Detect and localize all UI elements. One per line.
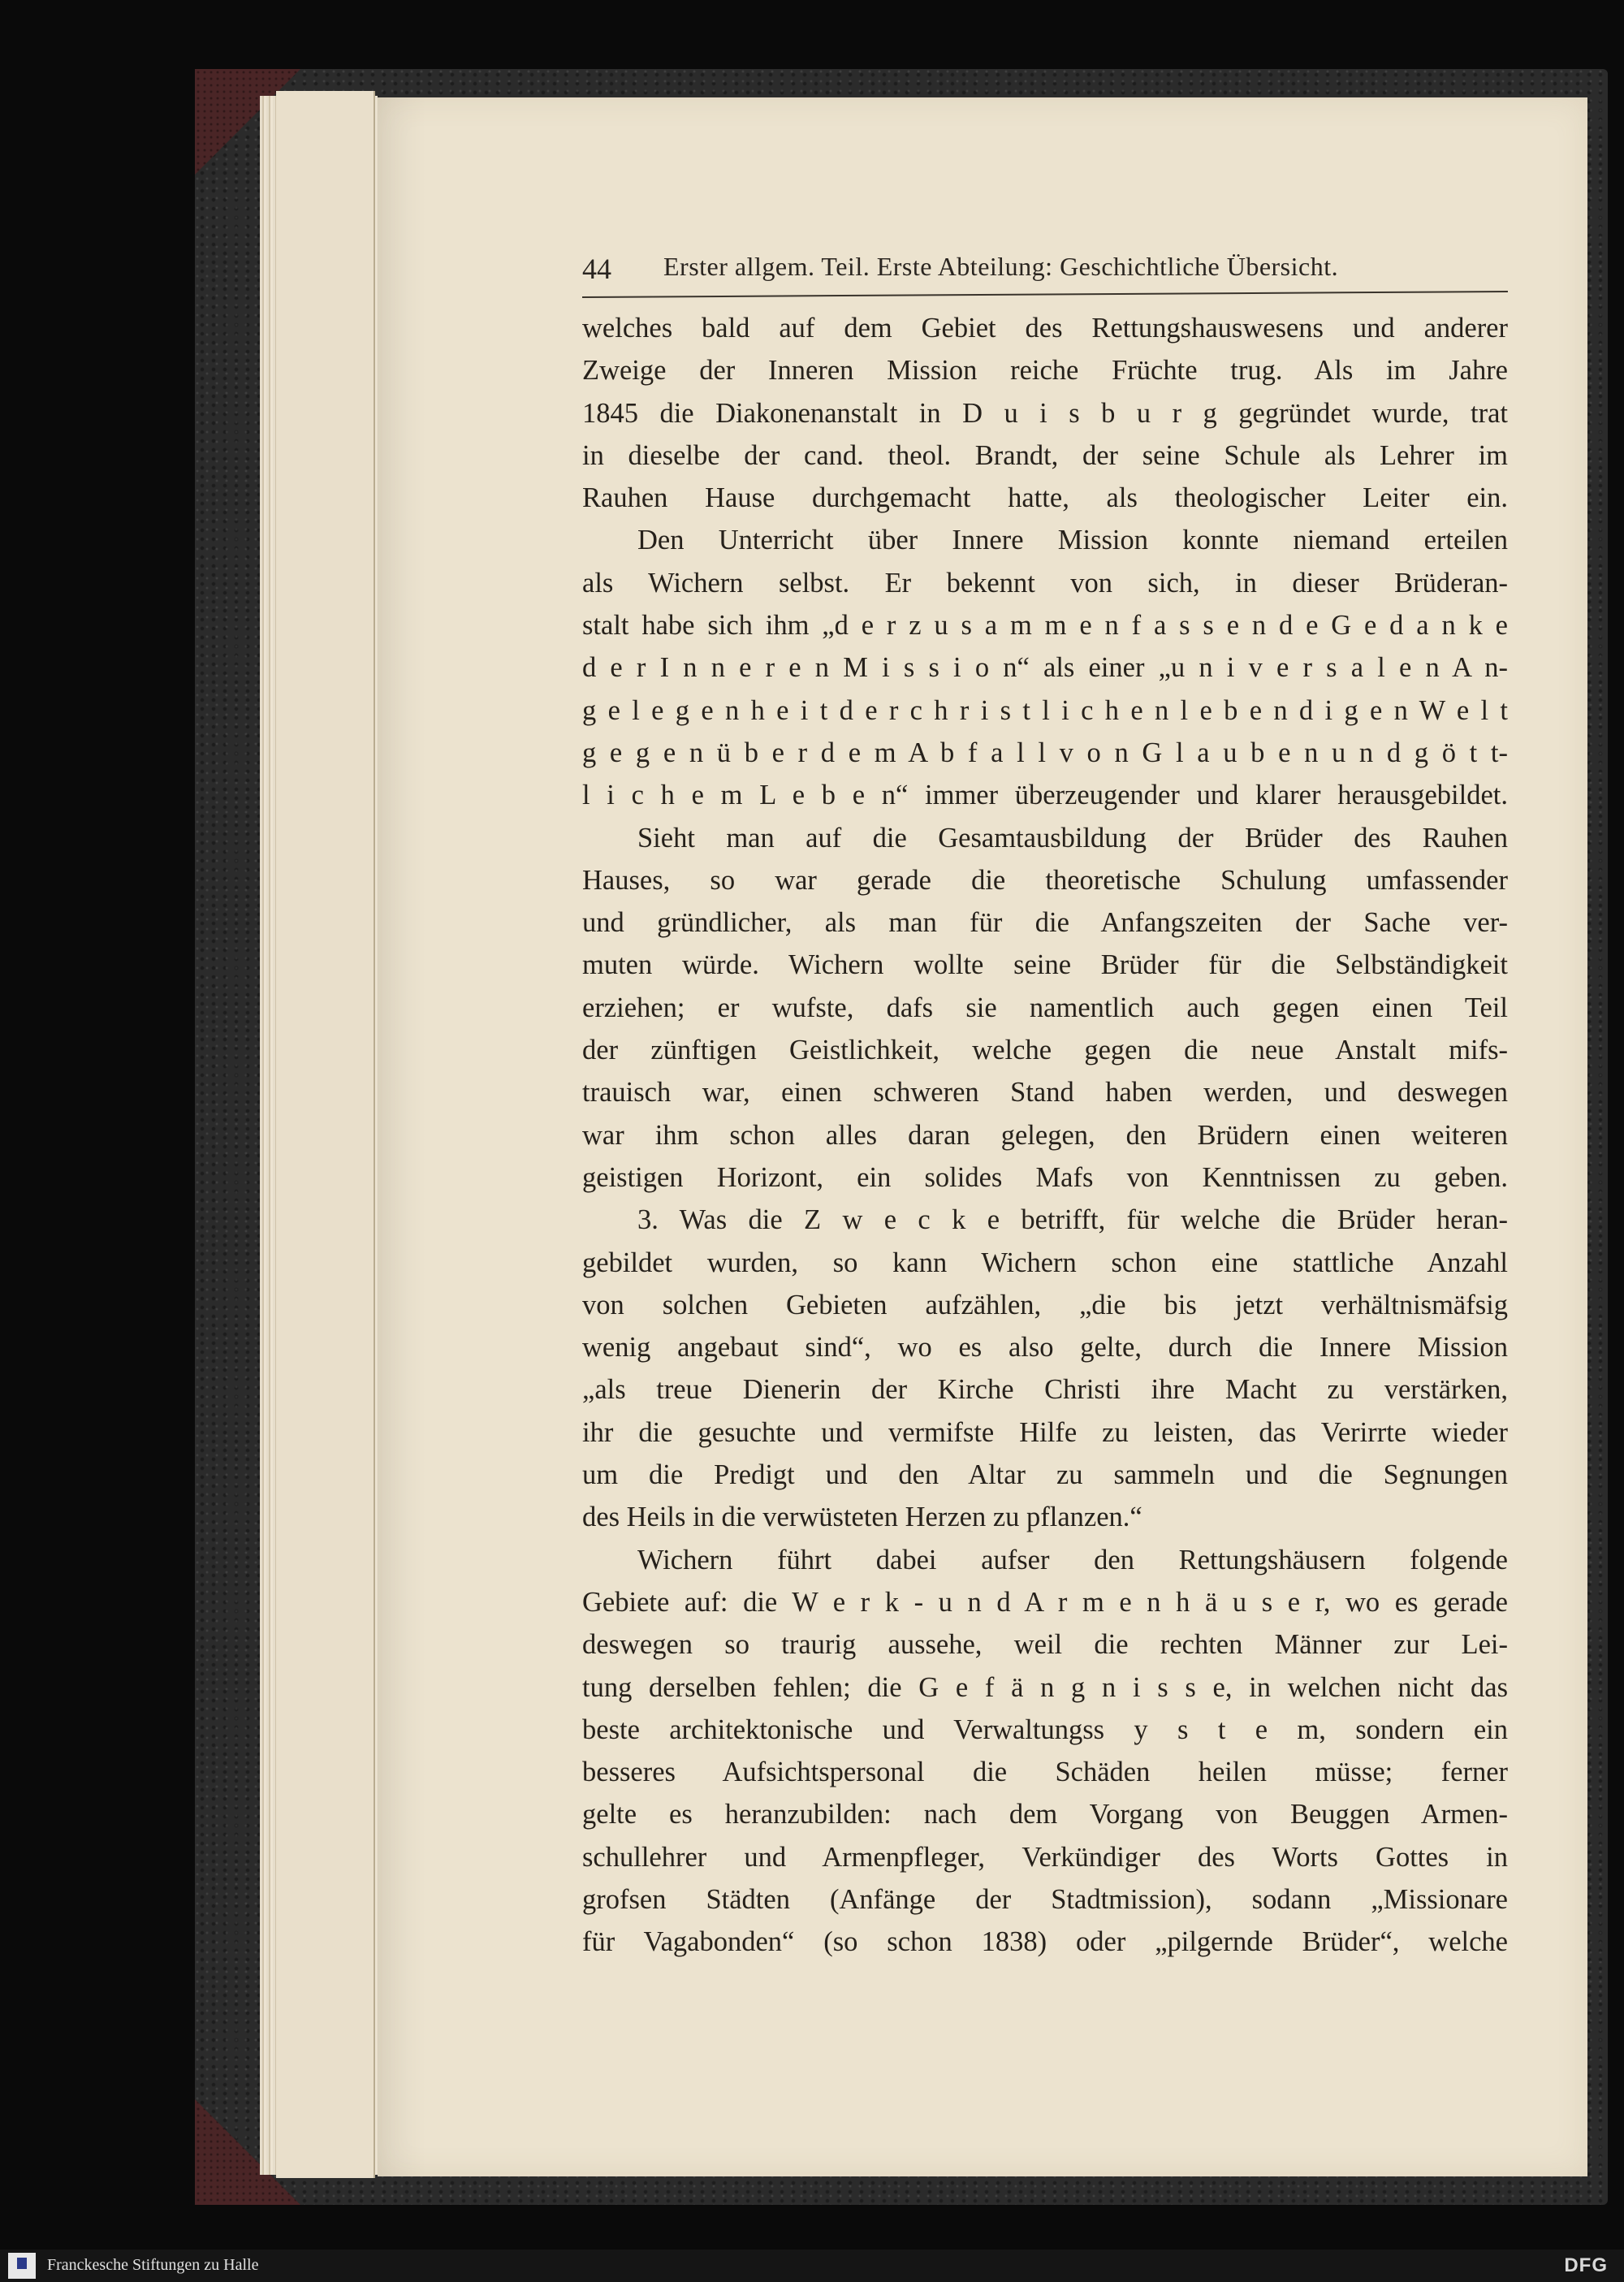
text-line: von solchen Gebieten aufzählen, „die bis jetzt verhältnismäfsig bbox=[582, 1289, 1508, 1320]
institution-logo-icon bbox=[8, 2253, 36, 2279]
text-line: für Vagabonden“ (so schon 1838) oder „pilgernde Brüder“, welche bbox=[582, 1926, 1508, 1958]
text-line: d e r I n n e r e n M i s s i o n“ als einer „u n i v e r s a l e n A n- bbox=[582, 652, 1508, 684]
text-line: besseres Aufsichtspersonal die Schäden heilen müsse; ferner bbox=[582, 1757, 1508, 1788]
text-line: l i c h e m L e b e n“ immer überzeugender und klarer herausgebildet. bbox=[582, 780, 1508, 811]
text-line: stalt habe sich ihm „d e r z u s a m m e n f a s s e n d e G e d a n k e bbox=[582, 610, 1508, 642]
text-line: tung derselben fehlen; die G e f ä n g n i s s e, in welchen nicht das bbox=[582, 1671, 1508, 1703]
text-line: Hauses, so war gerade die theoretische Schulung umfassender bbox=[582, 864, 1508, 896]
page-number: 44 bbox=[582, 253, 611, 285]
text-line: g e l e g e n h e i t d e r c h r i s t l i c h e n l e b e n d i g e n W e l t bbox=[582, 694, 1508, 726]
text-line: der zünftigen Geistlichkeit, welche gegen die neue Anstalt mifs- bbox=[582, 1035, 1508, 1066]
text-line: ihr die gesuchte und vermifste Hilfe zu leisten, das Verirrte wieder bbox=[582, 1416, 1508, 1448]
dfg-logo: DFG bbox=[1564, 2254, 1608, 2276]
endpaper bbox=[276, 91, 375, 2178]
text-line: Rauhen Hause durchgemacht hatte, als theologischer Leiter ein. bbox=[582, 482, 1508, 514]
text-line: gelte es heranzubilden: nach dem Vorgang von Beuggen Armen- bbox=[582, 1799, 1508, 1830]
text-line: war ihm schon alles daran gelegen, den Brüdern einen weiteren bbox=[582, 1119, 1508, 1151]
body-text bbox=[582, 307, 1508, 1964]
text-line: Gebiete auf: die W e r k - u n d A r m e n h ä u s e r, wo es gerade bbox=[582, 1586, 1508, 1618]
text-line: um die Predigt und den Altar zu sammeln und die Segnungen bbox=[582, 1459, 1508, 1491]
text-line: trauisch war, einen schweren Stand haben werden, und deswegen bbox=[582, 1077, 1508, 1109]
text-line: beste architektonische und Verwaltungss y s t e m, sondern ein bbox=[582, 1714, 1508, 1745]
text-line: Zweige der Inneren Mission reiche Früchte trug. Als im Jahre bbox=[582, 355, 1508, 387]
text-line: wenig angebaut sind“, wo es also gelte, durch die Innere Mission bbox=[582, 1332, 1508, 1364]
text-line: Sieht man auf die Gesamtausbildung der Brüder des Rauhen bbox=[637, 822, 1508, 854]
running-header bbox=[582, 252, 1508, 292]
book-page bbox=[378, 97, 1587, 2176]
text-line: in dieselbe der cand. theol. Brandt, der seine Schule als Lehrer im bbox=[582, 439, 1508, 471]
institution-name: Franckesche Stiftungen zu Halle bbox=[47, 2256, 259, 2274]
text-line: Wichern führt dabei aufser den Rettungshäusern folgende bbox=[637, 1544, 1508, 1575]
text-line: muten würde. Wichern wollte seine Brüder für die Selbständigkeit bbox=[582, 949, 1508, 981]
text-line: erziehen; er wufste, dafs sie namentlich auch gegen einen Teil bbox=[582, 992, 1508, 1023]
text-line: schullehrer und Armenpfleger, Verkündiger des Worts Gottes in bbox=[582, 1841, 1508, 1873]
text-line: grofsen Städten (Anfänge der Stadtmission), sodann „Missionare bbox=[582, 1883, 1508, 1915]
text-line: gebildet wurden, so kann Wichern schon eine stattliche Anzahl bbox=[582, 1247, 1508, 1278]
text-line: g e g e n ü b e r d e m A b f a l l v o n G l a u b e n u n d g ö t t- bbox=[582, 737, 1508, 768]
text-line: geistigen Horizont, ein solides Mafs von Kenntnissen zu geben. bbox=[582, 1161, 1508, 1193]
text-line: und gründlicher, als man für die Anfangszeiten der Sache ver- bbox=[582, 907, 1508, 939]
text-line: 1845 die Diakonenanstalt in D u i s b u r g gegründet wurde, trat bbox=[582, 397, 1508, 429]
text-line: 3. Was die Z w e c k e betrifft, für welche die Brüder heran- bbox=[637, 1204, 1508, 1236]
running-title: Erster allgem. Teil. Erste Abteilung: Geschichtliche Übersicht. bbox=[663, 252, 1339, 281]
text-line: des Heils in die verwüsteten Herzen zu pflanzen.“ bbox=[582, 1502, 1142, 1533]
text-line: „als treue Dienerin der Kirche Christi ihre Macht zu verstärken, bbox=[582, 1374, 1508, 1406]
viewer-footer bbox=[0, 2250, 1624, 2282]
text-line: Den Unterricht über Innere Mission konnte niemand erteilen bbox=[637, 525, 1508, 556]
text-line: deswegen so traurig aussehe, weil die rechten Männer zur Lei- bbox=[582, 1629, 1508, 1661]
text-line: welches bald auf dem Gebiet des Rettungshauswesens und anderer bbox=[582, 313, 1508, 344]
text-line: als Wichern selbst. Er bekennt von sich, in dieser Brüderan- bbox=[582, 567, 1508, 599]
